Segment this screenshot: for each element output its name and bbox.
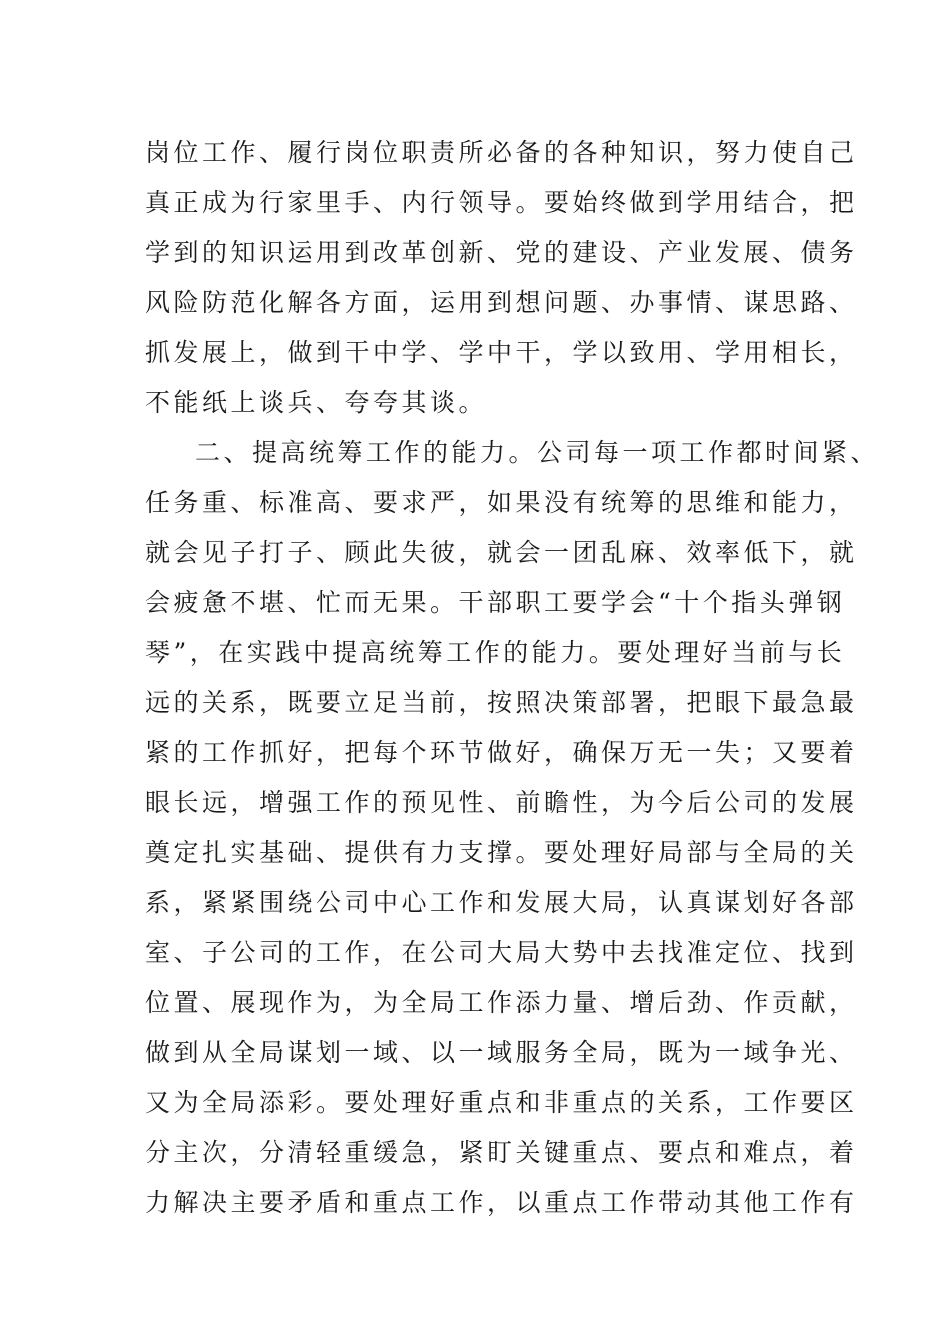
text-line: 任务重、标准高、要求严，如果没有统筹的思维和能力， (145, 488, 858, 517)
text-line: 学到的知识运用到改革创新、党的建设、产业发展、债务 (145, 238, 858, 267)
text-line: 琴”，在实践中提高统筹工作的能力。要处理好当前与长 (145, 638, 846, 667)
text-line: 紧的工作抓好，把每个环节做好，确保万无一失；又要着 (145, 738, 858, 767)
text-line: 室、子公司的工作，在公司大局大势中去找准定位、找到 (145, 938, 858, 967)
text-line: 抓发展上，做到干中学、学中干，学以致用、学用相长， (145, 338, 858, 367)
body-text (145, 128, 880, 1228)
text-line: 就会见子打子、顾此失彼，就会一团乱麻、效率低下，就 (145, 538, 858, 567)
text-line: 分主次，分清轻重缓急，紧盯关键重点、要点和难点，着 (145, 1138, 858, 1167)
text-line: 做到从全局谋划一域、以一域服务全局，既为一域争光、 (145, 1038, 858, 1067)
text-line: 风险防范化解各方面，运用到想问题、办事情、谋思路、 (145, 288, 858, 317)
text-line: 远的关系，既要立足当前，按照决策部署，把眼下最急最 (145, 688, 858, 717)
text-line: 位置、展现作为，为全局工作添力量、增后劲、作贡献， (145, 988, 858, 1017)
text-line: 系，紧紧围绕公司中心工作和发展大局，认真谋划好各部 (145, 888, 858, 917)
text-line: 力解决主要矛盾和重点工作，以重点工作带动其他工作有 (145, 1188, 858, 1217)
text-line: 会疲惫不堪、忙而无果。干部职工要学会“十个指头弹钢 (145, 588, 846, 617)
text-line: 奠定扎实基础、提供有力支撑。要处理好局部与全局的关 (145, 838, 858, 867)
text-line: 又为全局添彩。要处理好重点和非重点的关系，工作要区 (145, 1088, 858, 1117)
text-line: 真正成为行家里手、内行领导。要始终做到学用结合，把 (145, 188, 858, 217)
text-line: 不能纸上谈兵、夸夸其谈。 (145, 388, 488, 417)
section-heading-line: 二、提高统筹工作的能力。公司每一项工作都时间紧、 (195, 438, 880, 467)
text-line: 岗位工作、履行岗位职责所必备的各种知识，努力使自己 (145, 138, 858, 167)
text-line: 眼长远，增强工作的预见性、前瞻性，为今后公司的发展 (145, 788, 858, 817)
